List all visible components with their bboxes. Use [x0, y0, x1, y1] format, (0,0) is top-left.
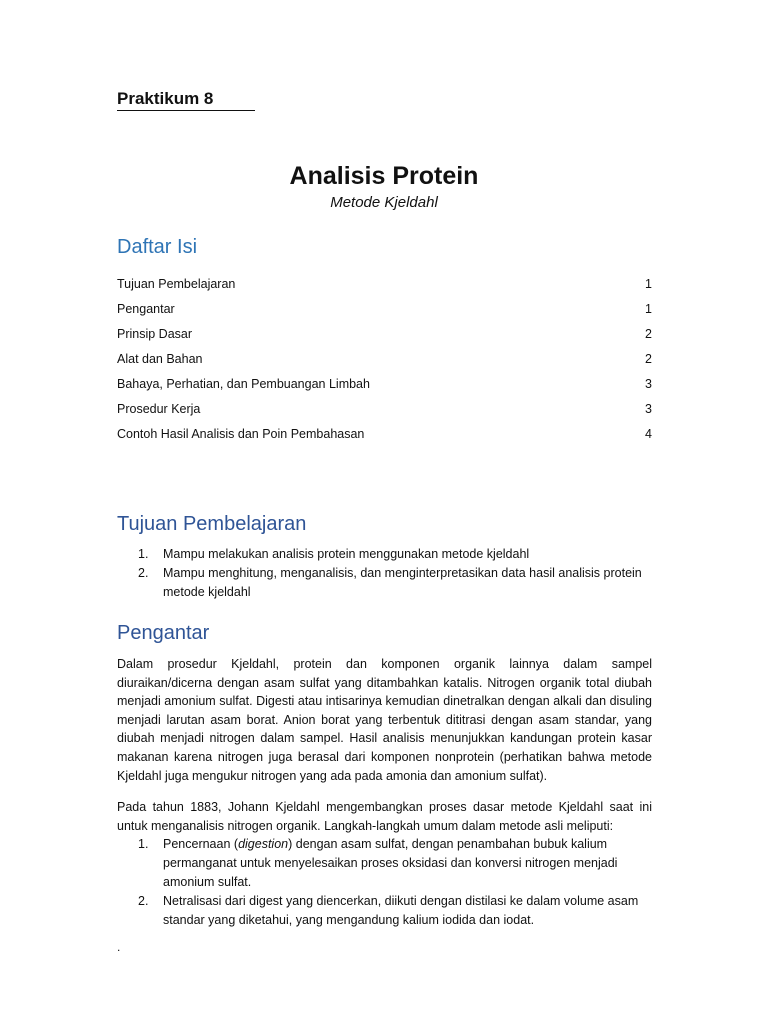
toc-entry-label: Contoh Hasil Analisis dan Poin Pembahasan: [117, 427, 365, 441]
list-item: [138, 835, 650, 892]
list-item-text: Mampu menghitung, menganalisis, dan menginterpretasikan data hasil analisis protein metode kjeldahl: [163, 566, 642, 599]
paragraph: Pada tahun 1883, Johann Kjeldahl mengembangkan proses dasar metode Kjeldahl saat ini untuk menganalisis nitrogen organik. Langkah-langkah umum dalam metode asli meliputi:: [117, 800, 652, 833]
toc-entry[interactable]: [117, 276, 652, 301]
list-item-text: [163, 835, 650, 892]
text-run: Pencernaan (: [163, 837, 239, 851]
toc-entry[interactable]: [117, 351, 652, 376]
document-subtitle: Metode Kjeldahl: [330, 194, 438, 211]
toc-entry-label: Bahaya, Perhatian, dan Pembuangan Limbah: [117, 377, 370, 391]
list-item: [138, 564, 650, 602]
toc-entry[interactable]: [117, 426, 652, 451]
learning-objectives-list: [138, 545, 650, 602]
toc-entry-page: 2: [645, 352, 652, 366]
method-steps-list: [138, 835, 650, 930]
paragraph: Dalam prosedur Kjeldahl, protein dan komponen organik lainnya dalam sampel diuraikan/dicerna dengan asam sulfat yang ditambahkan katalis. Nitrogen organik total diubah menjadi amonium sulfat. Digesti atau intisarinya kemudian dinetralkan dengan alkali dan disuling menjadi larutan asam borat. Anion borat yang terbentuk dititrasi dengan asam standar, yang diubah menjadi nitrogen dalam sampel. Hasil analisis menunjukkan kandungan protein kasar makanan karena nitrogen juga berasal dari komponen nonprotein (perhatikan bahwa metode Kjeldahl juga mengukur nitrogen yang ada pada amonia dan amonium sulfat).: [117, 657, 652, 783]
list-item-number: 2.: [138, 566, 149, 580]
list-item-text: Netralisasi dari digest yang diencerkan, diikuti dengan distilasi ke dalam volume asam standar yang diketahui, yang mengandung kalium iodida dan iodat.: [163, 894, 639, 927]
text-run: ) dengan asam sulfat, dengan penambahan bubuk kalium permanganat untuk menyelesaikan proses oksidasi dan konversi nitrogen menjadi amonium sulfat.: [163, 837, 618, 889]
toc-entry-page: 3: [645, 377, 652, 391]
list-item: [138, 545, 650, 564]
toc-entry-label: Alat dan Bahan: [117, 352, 203, 366]
table-of-contents: [117, 276, 652, 451]
page-end-mark: .: [117, 940, 121, 954]
toc-entry-label: Prinsip Dasar: [117, 327, 193, 341]
toc-entry[interactable]: [117, 376, 652, 401]
toc-entry-label: Prosedur Kerja: [117, 402, 201, 416]
list-item: [138, 892, 650, 930]
list-item-text: Mampu melakukan analisis protein menggunakan metode kjeldahl: [163, 547, 530, 561]
section-heading-tujuan: Tujuan Pembelajaran: [117, 513, 307, 535]
list-item-number: 2.: [138, 894, 149, 908]
text-run-italic: digestion: [238, 837, 289, 851]
toc-entry-page: 2: [645, 327, 652, 341]
toc-entry-page: 1: [645, 302, 652, 316]
toc-entry-page: 3: [645, 402, 652, 416]
toc-entry[interactable]: [117, 326, 652, 351]
list-item-number: 1.: [138, 547, 149, 561]
list-item-number: 1.: [138, 837, 149, 851]
toc-entry-label: Pengantar: [117, 302, 175, 316]
toc-heading: Daftar Isi: [117, 236, 198, 258]
toc-entry-page: 4: [645, 427, 652, 441]
toc-entry-page: 1: [645, 277, 652, 291]
toc-entry[interactable]: [117, 401, 652, 426]
toc-entry-label: Tujuan Pembelajaran: [117, 277, 236, 291]
document-title: Analisis Protein: [289, 162, 479, 190]
section-heading-pengantar: Pengantar: [117, 622, 210, 644]
toc-entry[interactable]: [117, 301, 652, 326]
lab-label: Praktikum 8: [117, 88, 255, 111]
